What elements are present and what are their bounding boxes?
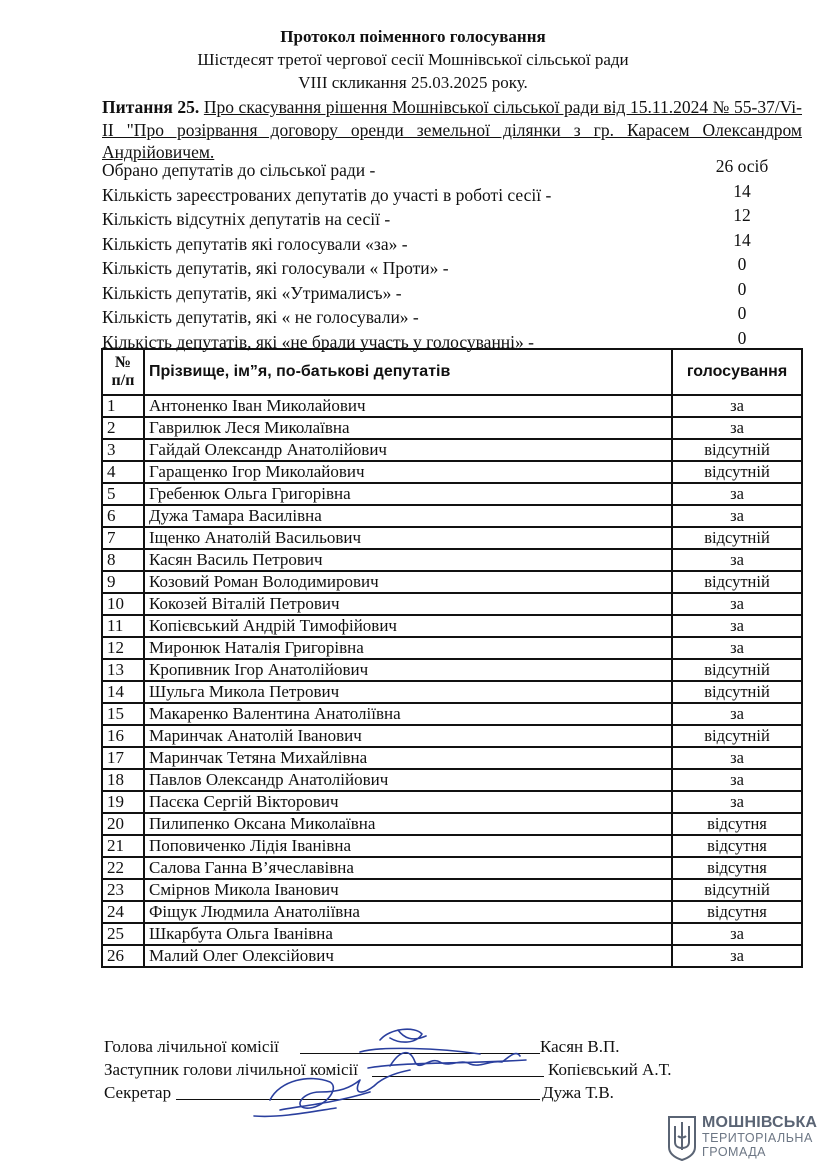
- row-number: 14: [102, 681, 144, 703]
- logo-line-2: ТЕРИТОРІАЛЬНА: [702, 1131, 813, 1145]
- deputy-name: Смірнов Микола Іванович: [144, 879, 672, 901]
- vote-result: відсутній: [672, 725, 802, 747]
- stat-line: [102, 305, 802, 329]
- vote-result: за: [672, 593, 802, 615]
- stat-label: Кількість депутатів, які голосували « Проти» -: [102, 258, 449, 278]
- table-row: [102, 901, 802, 923]
- row-number: 21: [102, 835, 144, 857]
- stat-value: 0: [737, 278, 747, 299]
- column-header-name: Прізвище, ім”я, по-батькові депутатів: [144, 349, 672, 395]
- stat-label: Обрано депутатів до сільської ради -: [102, 160, 376, 180]
- deputy-name: Гаращенко Ігор Миколайович: [144, 461, 672, 483]
- table-row: [102, 615, 802, 637]
- table-body: [102, 395, 802, 967]
- signature-role: Секретар: [104, 1083, 172, 1102]
- table-row: [102, 725, 802, 747]
- signatory-name: Копієвський А.Т.: [548, 1060, 672, 1079]
- logo-line-1: МОШНІВСЬКА: [702, 1114, 818, 1131]
- stat-value: 0: [737, 303, 747, 323]
- deputy-name: Миронюк Наталія Григорівна: [144, 637, 672, 659]
- signature-role: Заступник голови лічильної комісії: [104, 1060, 359, 1079]
- row-number: 11: [102, 615, 144, 637]
- table-row: [102, 571, 802, 593]
- deputy-name: Шульга Микола Петрович: [144, 681, 672, 703]
- vote-result: за: [672, 769, 802, 791]
- vote-result: відсутня: [672, 835, 802, 857]
- deputy-name: Шкарбута Ольга Іванівна: [144, 923, 672, 945]
- row-number: 2: [102, 417, 144, 439]
- deputy-name: Іщенко Анатолій Васильович: [144, 527, 672, 549]
- vote-result: відсутній: [672, 659, 802, 681]
- signatory-name: Касян В.П.: [540, 1037, 620, 1056]
- stat-value: 14: [733, 180, 751, 201]
- deputy-name: Копієвський Андрій Тимофійович: [144, 615, 672, 637]
- deputy-name: Пилипенко Оксана Миколаївна: [144, 813, 672, 835]
- deputy-name: Антоненко Іван Миколайович: [144, 395, 672, 417]
- session-line: Шістдесят третої чергової сесії Мошнівської сільської ради: [197, 50, 629, 69]
- stat-label: Кількість відсутніх депутатів на сесії -: [102, 209, 391, 229]
- trident-emblem-icon: [666, 1114, 698, 1162]
- deputy-name: Гребенюк Ольга Григорівна: [144, 483, 672, 505]
- row-number: 17: [102, 747, 144, 769]
- vote-result: за: [672, 703, 802, 725]
- table-row: [102, 505, 802, 527]
- vote-result: відсутня: [672, 901, 802, 923]
- vote-result: відсутній: [672, 527, 802, 549]
- table-row: [102, 769, 802, 791]
- deputy-name: Маринчак Анатолій Іванович: [144, 725, 672, 747]
- column-header-number: [102, 349, 144, 395]
- column-header-vote: голосування: [672, 349, 802, 395]
- stat-line: [102, 158, 802, 182]
- vote-result: за: [672, 637, 802, 659]
- row-number: 18: [102, 769, 144, 791]
- row-number: 19: [102, 791, 144, 813]
- signature-role: Голова лічильної комісії: [104, 1037, 279, 1056]
- deputy-name: Кокозей Віталій Петрович: [144, 593, 672, 615]
- stat-value: 0: [737, 327, 747, 348]
- row-number: 16: [102, 725, 144, 747]
- community-logo: [666, 1114, 816, 1164]
- table-row: [102, 637, 802, 659]
- vote-result: відсутній: [672, 681, 802, 703]
- row-number: 24: [102, 901, 144, 923]
- row-number: 1: [102, 395, 144, 417]
- question-text: Про скасування рішення Мошнівської сільської ради від 15.11.2024 № 55-37/Vi-II "Про розірвання договору оренди земельної ділянки з гр. Карасем Олександром Андрійовичем.: [102, 97, 802, 162]
- table-header-row: [102, 349, 802, 395]
- vote-result: відсутній: [672, 571, 802, 593]
- logo-line-3: ГРОМАДА: [702, 1145, 767, 1159]
- table-row: [102, 461, 802, 483]
- row-number: 26: [102, 945, 144, 967]
- table-row: [102, 945, 802, 967]
- table-row: [102, 549, 802, 571]
- deputy-name: Пасєка Сергій Вікторович: [144, 791, 672, 813]
- stat-line: [102, 278, 802, 305]
- table-row: [102, 593, 802, 615]
- row-number: 15: [102, 703, 144, 725]
- table-row: [102, 703, 802, 725]
- row-number: 9: [102, 571, 144, 593]
- convocation-date-line: VIII скликання 25.03.2025 року.: [298, 73, 528, 92]
- table-row: [102, 417, 802, 439]
- document-title: Протокол поіменного голосування: [280, 27, 546, 46]
- stat-line: [102, 207, 802, 231]
- vote-result: відсутній: [672, 879, 802, 901]
- stat-label: Кількість зареєстрованих депутатів до участі в роботі сесії -: [102, 184, 552, 205]
- deputy-name: Макаренко Валентина Анатоліївна: [144, 703, 672, 725]
- deputy-name: Малий Олег Олексійович: [144, 945, 672, 967]
- deputy-name: Поповиченко Лідія Іванівна: [144, 835, 672, 857]
- row-number: 13: [102, 659, 144, 681]
- deputy-name: Маринчак Тетяна Михайлівна: [144, 747, 672, 769]
- stat-label: Кількість депутатів, які «не брали участь у голосуванні» -: [102, 331, 534, 352]
- row-number: 20: [102, 813, 144, 835]
- vote-result: відсутній: [672, 461, 802, 483]
- vote-result: відсутня: [672, 857, 802, 879]
- stat-line: [102, 256, 802, 280]
- stat-label: Кількість депутатів, які «Утрималисъ» -: [102, 282, 402, 303]
- vote-result: за: [672, 483, 802, 505]
- row-number: 12: [102, 637, 144, 659]
- stat-label: Кількість депутатів, які « не голосували» -: [102, 307, 419, 327]
- deputy-name: Козовий Роман Володимирович: [144, 571, 672, 593]
- vote-result: за: [672, 395, 802, 417]
- table-row: [102, 439, 802, 461]
- column-header-number-line1: №: [114, 354, 132, 371]
- deputy-name: Салова Ганна В’ячеславівна: [144, 857, 672, 879]
- stat-value: 12: [733, 205, 751, 225]
- table-row: [102, 659, 802, 681]
- vote-result: за: [672, 747, 802, 769]
- table-row: [102, 923, 802, 945]
- row-number: 23: [102, 879, 144, 901]
- deputy-name: Фіщук Людмила Анатоліївна: [144, 901, 672, 923]
- vote-result: за: [672, 615, 802, 637]
- table-row: [102, 835, 802, 857]
- vote-result: відсутній: [672, 439, 802, 461]
- handwritten-signatures: [240, 1022, 540, 1122]
- column-header-number-line2: п/п: [111, 372, 135, 389]
- table-row: [102, 879, 802, 901]
- stat-value: 14: [733, 229, 751, 250]
- table-row: [102, 857, 802, 879]
- question-block: [102, 96, 802, 164]
- table-row: [102, 747, 802, 769]
- stat-line: [102, 180, 802, 207]
- vote-result: відсутня: [672, 813, 802, 835]
- table-row: [102, 813, 802, 835]
- row-number: 10: [102, 593, 144, 615]
- stat-label: Кількість депутатів які голосували «за» -: [102, 233, 408, 254]
- vote-result: за: [672, 417, 802, 439]
- row-number: 4: [102, 461, 144, 483]
- stat-value: 0: [737, 254, 747, 274]
- signatory-name: Дужа Т.В.: [542, 1083, 614, 1102]
- vote-result: за: [672, 791, 802, 813]
- vote-result: за: [672, 923, 802, 945]
- row-number: 7: [102, 527, 144, 549]
- row-number: 6: [102, 505, 144, 527]
- vote-result: за: [672, 945, 802, 967]
- table-row: [102, 395, 802, 417]
- roll-call-table: [101, 348, 803, 968]
- table-row: [102, 681, 802, 703]
- vote-result: за: [672, 549, 802, 571]
- deputy-name: Кропивник Ігор Анатолійович: [144, 659, 672, 681]
- deputy-name: Гайдай Олександр Анатолійович: [144, 439, 672, 461]
- question-label: Питання 25.: [102, 97, 200, 117]
- row-number: 3: [102, 439, 144, 461]
- stat-value: 26 осіб: [715, 156, 769, 176]
- row-number: 25: [102, 923, 144, 945]
- deputy-name: Дужа Тамара Василівна: [144, 505, 672, 527]
- row-number: 5: [102, 483, 144, 505]
- table-row: [102, 791, 802, 813]
- stat-line: [102, 229, 802, 256]
- vote-result: за: [672, 505, 802, 527]
- table-row: [102, 483, 802, 505]
- deputy-name: Гаврилюк Леся Миколаївна: [144, 417, 672, 439]
- row-number: 22: [102, 857, 144, 879]
- deputy-name: Касян Василь Петрович: [144, 549, 672, 571]
- row-number: 8: [102, 549, 144, 571]
- deputy-name: Павлов Олександр Анатолійович: [144, 769, 672, 791]
- table-row: [102, 527, 802, 549]
